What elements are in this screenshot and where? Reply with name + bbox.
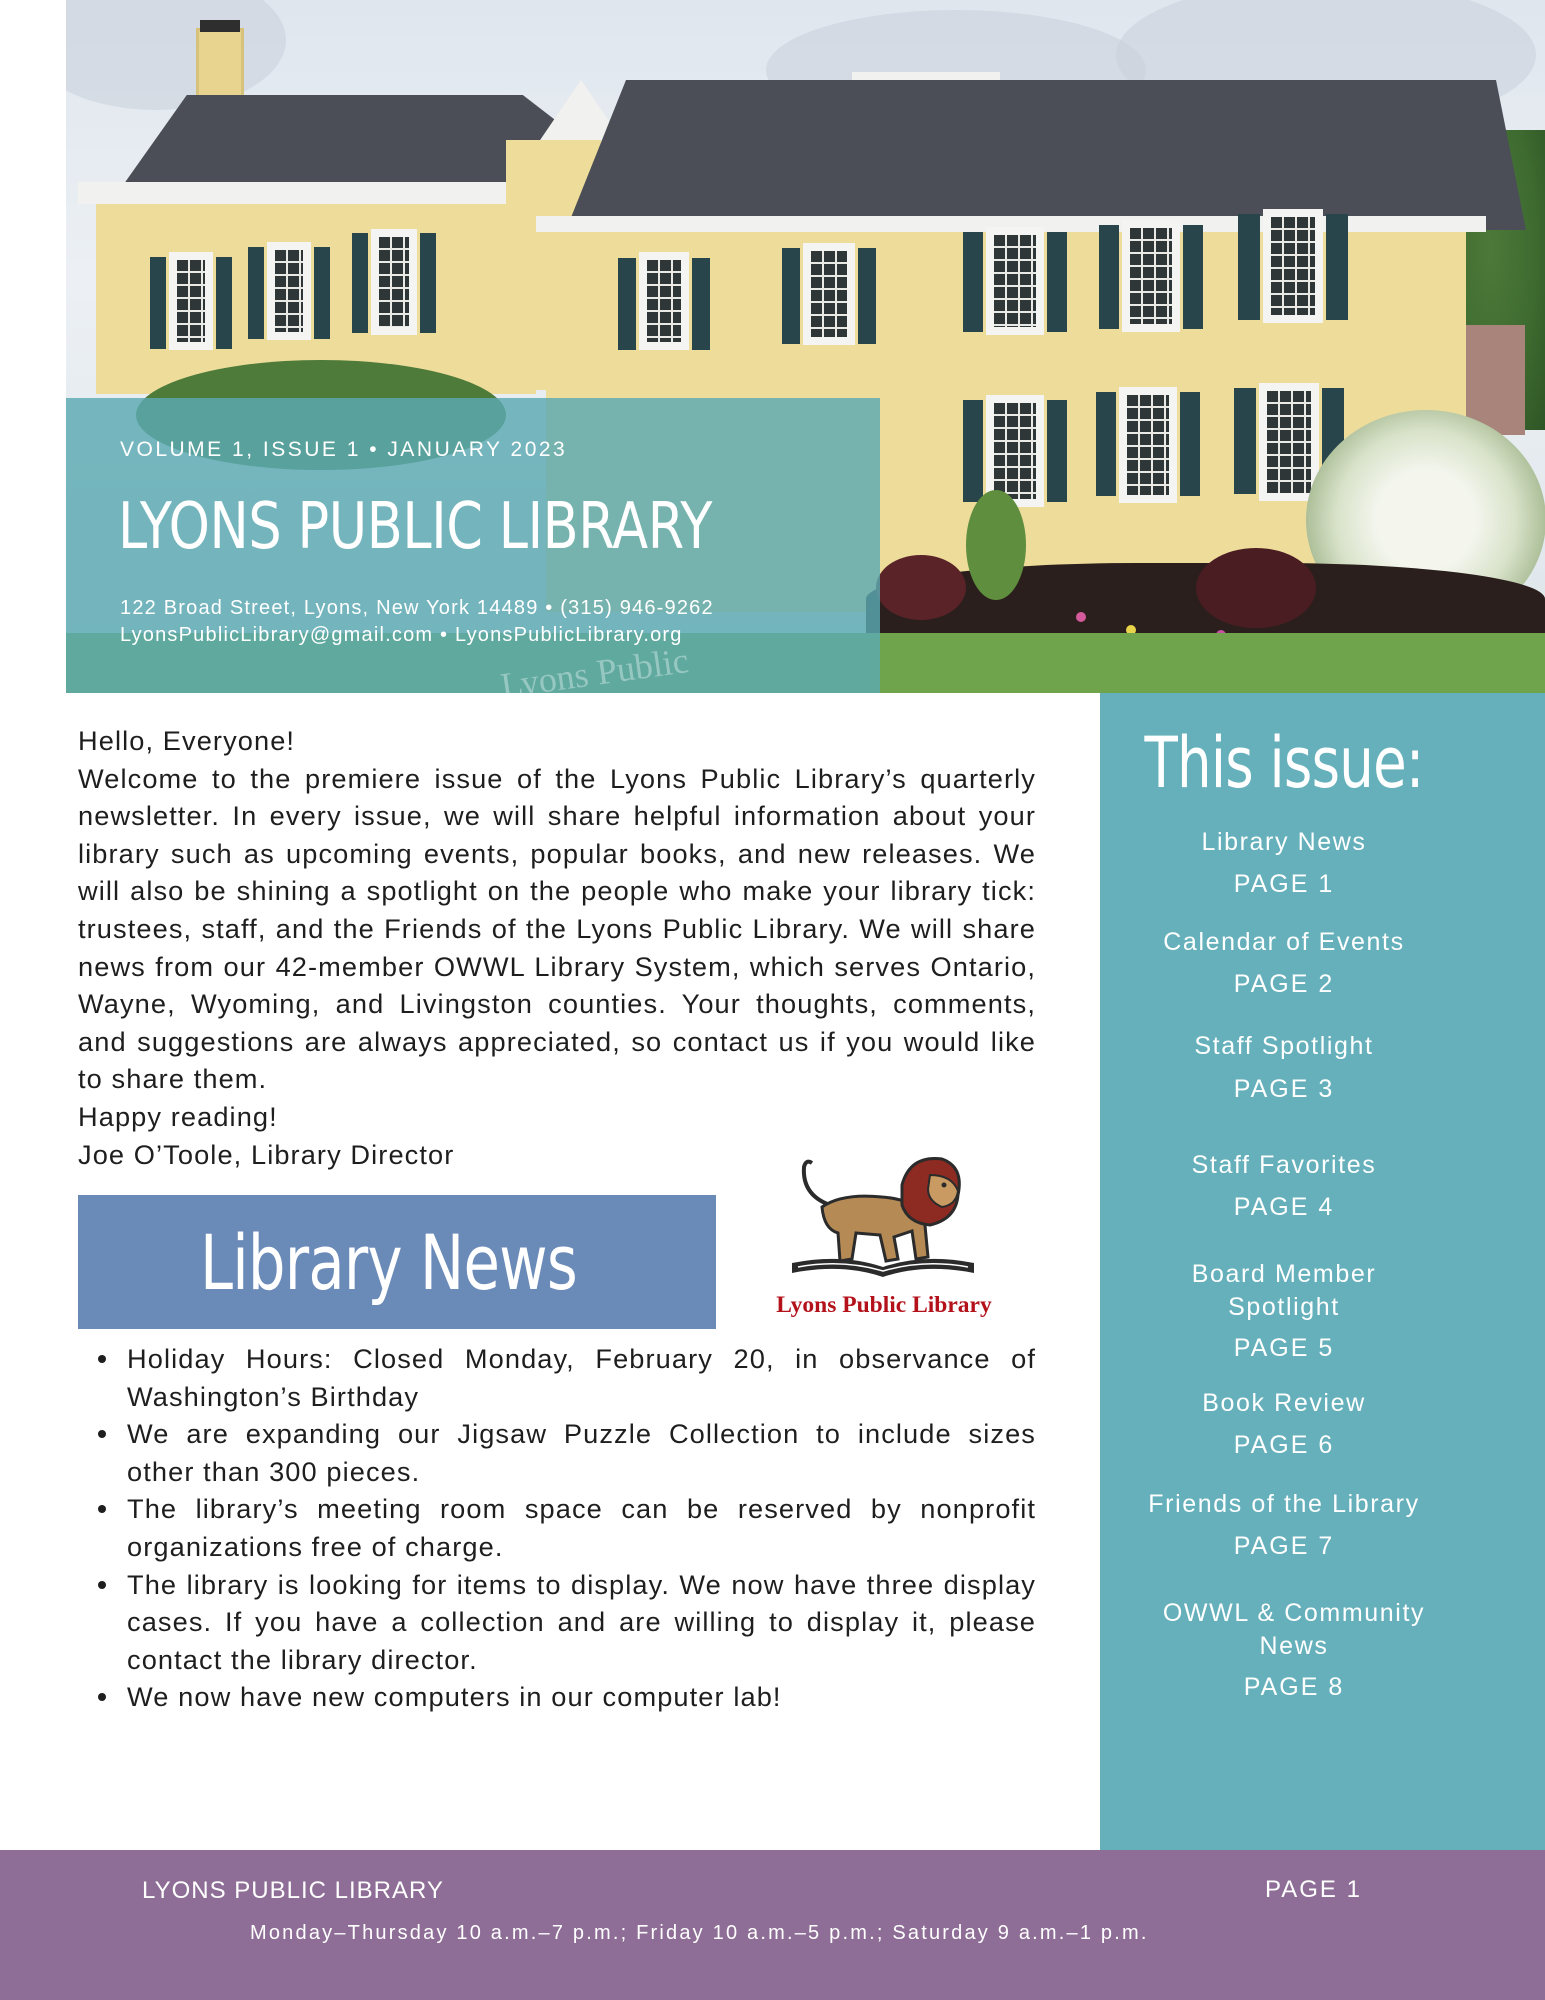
welcome-body: Welcome to the premiere issue of the Lyons Public Library’s quarterly newsletter. In every issue, we will share helpful information about your library such as upcoming events, popular books, and new releases. We will also be shining a spotlight on the people who make your library tick: trustees, staff, and the Friends of the Lyons Public Library. We will share news from our 42-member OWWL Library System, which serves Ontario, Wayne, Wyoming, and Livingston counties. Your thoughts, comments, and suggestions are always appreciated, so contact us if you would like to share them. [78, 762, 1036, 1095]
toc-item-book-review[interactable]: Book Review [1202, 1389, 1366, 1417]
sidebar-heading: This issue: [1144, 722, 1424, 804]
toc-item-library-news[interactable]: Library News [1201, 828, 1367, 856]
closing: Happy reading! [78, 1100, 278, 1132]
library-news-list [78, 1340, 1036, 1716]
library-news-heading: Library News [200, 1218, 577, 1307]
toc-page-staff-spotlight[interactable]: PAGE 3 [1233, 1075, 1335, 1103]
toc-page-staff-favorites[interactable]: PAGE 4 [1233, 1193, 1335, 1221]
toc-page-library-news[interactable]: PAGE 1 [1233, 870, 1335, 898]
logo-text: Lyons Public Library [776, 1292, 992, 1318]
greeting: Hello, Everyone! [78, 725, 296, 756]
signature: Joe O’Toole, Library Director [78, 1138, 455, 1170]
toc-item-friends[interactable]: Friends of the Library [1148, 1490, 1420, 1518]
masthead-title: LYONS PUBLIC LIBRARY [118, 490, 713, 564]
footer-library-name: LYONS PUBLIC LIBRARY [142, 1877, 444, 1904]
welcome-letter [78, 722, 1036, 1173]
news-item-computers: We now have new computers in our computer lab! [78, 1678, 1036, 1716]
toc-page-friends[interactable]: PAGE 7 [1233, 1532, 1335, 1560]
footer-page-number: PAGE 1 [1265, 1876, 1362, 1903]
toc-item-calendar[interactable]: Calendar of Events [1163, 928, 1405, 956]
web-line: LyonsPublicLibrary@gmail.com • LyonsPublicLibrary.org [120, 624, 683, 646]
address-line: 122 Broad Street, Lyons, New York 14489 • (315) 946-9262 [120, 597, 714, 619]
news-item-meeting-room: The library’s meeting room space can be reserved by nonprofit organizations free of charge. [78, 1490, 1036, 1565]
toc-item-staff-favorites[interactable]: Staff Favorites [1191, 1151, 1377, 1179]
toc-item-staff-spotlight[interactable]: Staff Spotlight [1194, 1032, 1374, 1060]
toc-item-board-member[interactable]: Board Member Spotlight [1191, 1260, 1377, 1321]
toc-page-owwl[interactable]: PAGE 8 [1243, 1673, 1345, 1701]
toc-page-calendar[interactable]: PAGE 2 [1233, 970, 1335, 998]
toc-page-board-member[interactable]: PAGE 5 [1233, 1334, 1335, 1362]
issue-line: VOLUME 1, ISSUE 1 • JANUARY 2023 [120, 438, 568, 461]
news-item-display-cases: The library is looking for items to display. We now have three display cases. If you have a collection and are willing to display it, please contact the library director. [78, 1566, 1036, 1679]
news-item-holiday: Holiday Hours: Closed Monday, February 20, in observance of Washington’s Birthday [78, 1340, 1036, 1415]
news-item-puzzles: We are expanding our Jigsaw Puzzle Collection to include sizes other than 300 pieces. [78, 1415, 1036, 1490]
toc-page-book-review[interactable]: PAGE 6 [1233, 1431, 1335, 1459]
footer-hours: Monday–Thursday 10 a.m.–7 p.m.; Friday 10 a.m.–5 p.m.; Saturday 9 a.m.–1 p.m. [250, 1922, 1149, 1944]
library-sign-text: Lyons Public [498, 640, 691, 706]
toc-item-owwl[interactable]: OWWL & Community News [1162, 1599, 1426, 1660]
